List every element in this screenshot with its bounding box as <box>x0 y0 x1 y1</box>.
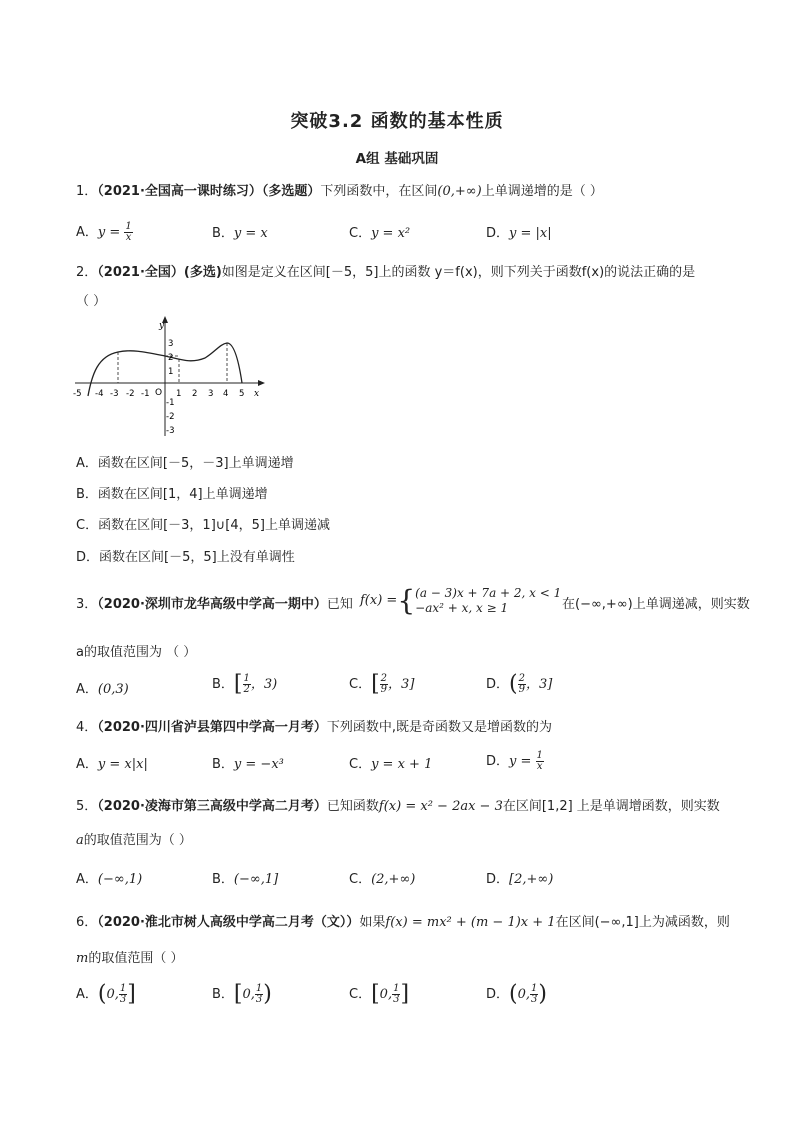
question-number: 1． <box>76 184 98 199</box>
question-number: 3． <box>76 597 98 612</box>
frac-den: 9 <box>518 684 525 695</box>
q6-option-a <box>76 981 136 1007</box>
q4-option-c <box>349 755 432 775</box>
option-expr: ，3] <box>388 677 415 692</box>
tick-x: 1 <box>176 389 182 399</box>
tick-x: 2 <box>192 389 198 399</box>
q2-option-a: A．函数在区间[－5，－3]上单调递增 <box>76 456 294 471</box>
case-1: (a − 3)x + 7a + 2, x < 1 <box>415 586 562 600</box>
option-expr: (2,+∞) <box>371 872 416 887</box>
q2-option-d: D．函数在区间[－5，5]上没有单调性 <box>76 550 295 565</box>
q6-option-d <box>486 981 547 1007</box>
option-label: D． <box>486 987 510 1002</box>
option-label: C． <box>349 677 372 692</box>
variable: m <box>76 951 89 966</box>
option-expr: ，3) <box>250 677 278 692</box>
interval-expr: (0,+∞) <box>437 184 482 199</box>
frac-num: 1 <box>119 983 127 994</box>
bracket: [ <box>371 981 380 1007</box>
q5-option-c <box>349 870 415 890</box>
question-stem: 下列函数中,既是奇函数又是增函数的为 <box>326 720 553 735</box>
option-expr: (−∞,1) <box>97 872 143 887</box>
option-expr: y = −x³ <box>233 757 284 772</box>
q1-option-d <box>486 224 552 244</box>
fraction <box>124 222 132 243</box>
option-expr: (−∞,1] <box>233 872 279 887</box>
frac-den: 3 <box>393 994 400 1005</box>
bracket: ( <box>97 981 107 1007</box>
option-expr: y = <box>509 754 536 769</box>
option-expr: y = |x| <box>509 226 552 241</box>
tick-x: -1 <box>141 389 150 399</box>
bracket: [ <box>233 671 243 697</box>
option-expr: ，3] <box>525 677 553 692</box>
question-3 <box>76 595 353 615</box>
group-heading: A组 基础巩固 <box>355 151 439 167</box>
q6-option-b <box>212 981 272 1007</box>
question-2-paren: （ ） <box>76 294 107 309</box>
variable: a <box>76 833 84 848</box>
question-number: 6． <box>76 915 98 930</box>
question-source: （2020·凌海市第三高级中学高二月考） <box>97 799 327 814</box>
bracket: ] <box>400 981 410 1007</box>
case-2: −ax² + x, x ≥ 1 <box>415 601 509 615</box>
question-stem-end: 在区间[1,2] 上是单调增函数，则实数 <box>502 799 720 814</box>
q5-option-b <box>212 870 278 890</box>
question-4 <box>76 718 552 738</box>
option-label: C． <box>349 987 372 1002</box>
option-expr: y = x <box>233 226 268 241</box>
question-5 <box>76 797 720 817</box>
bracket: ( <box>509 671 518 697</box>
q1-option-b <box>212 224 268 244</box>
q4-option-b <box>212 755 284 775</box>
bracket: [ <box>371 671 380 697</box>
bracket: ( <box>509 981 518 1007</box>
q1-option-a <box>76 222 133 243</box>
page-title: 突破3.2 函数的基本性质 <box>290 111 504 132</box>
tick-x: 3 <box>208 389 214 399</box>
option-label: A． <box>76 682 98 697</box>
tick-x: 4 <box>223 389 229 399</box>
tick-y: 2 <box>168 353 174 363</box>
question-source: （2021·全国）(多选) <box>97 265 222 280</box>
bracket: ) <box>263 981 272 1007</box>
question-6-line2 <box>76 949 183 969</box>
question-stem: 已知 <box>326 597 353 612</box>
option-label: B． <box>212 677 234 692</box>
tick-x: -5 <box>73 389 82 399</box>
option-expr: (0,3) <box>97 682 129 697</box>
q6-option-c <box>349 981 410 1007</box>
option-label: C． <box>349 872 372 887</box>
origin-label: O <box>155 388 163 398</box>
question-source: （2020·淮北市树人高级中学高二月考（文）） <box>97 915 360 930</box>
frac-den: x <box>536 761 543 772</box>
option-label: A． <box>76 225 98 240</box>
option-label: C． <box>349 226 372 241</box>
q5-option-a <box>76 870 142 890</box>
option-expr: y = x + 1 <box>371 757 433 772</box>
question-number: 2． <box>76 265 98 280</box>
cases <box>415 586 561 616</box>
function-graph <box>70 316 270 441</box>
question-3-line2: a的取值范围为 （ ） <box>76 645 197 660</box>
frac-den: x <box>125 232 132 243</box>
piecewise-function <box>360 586 561 616</box>
option-label: D． <box>486 754 510 769</box>
question-source: （2020·四川省泸县第四中学高一月考） <box>97 720 327 735</box>
option-label: B． <box>212 757 234 772</box>
question-number: 4． <box>76 720 98 735</box>
option-label: A． <box>76 987 98 1002</box>
option-label: B． <box>212 872 234 887</box>
bracket: ) <box>538 981 547 1007</box>
question-3-stem-end: 在(−∞,+∞)上单调递减，则实数 <box>562 597 750 612</box>
q4-option-a <box>76 755 148 775</box>
q2-option-c: C．函数在区间[－3，1]∪[4，5]上单调递减 <box>76 518 330 533</box>
option-label: B． <box>212 987 234 1002</box>
frac-num: 1 <box>255 983 263 994</box>
option-expr: 0, <box>517 987 531 1002</box>
y-axis-label: y <box>159 321 165 331</box>
option-label: D． <box>486 677 510 692</box>
frac-num: 1 <box>125 221 132 232</box>
frac-num: 1 <box>536 750 543 761</box>
q5-option-d <box>486 870 553 890</box>
question-2 <box>76 263 695 283</box>
frac-num: 2 <box>518 673 525 684</box>
question-1 <box>76 182 603 202</box>
frac-den: 3 <box>119 994 127 1005</box>
frac-num: 1 <box>243 673 250 684</box>
bracket: [ <box>233 981 243 1007</box>
question-stem: 已知函数 <box>326 799 379 814</box>
question-stem-end: 上单调递增的是（ ） <box>481 184 603 199</box>
q3-option-c <box>349 671 415 697</box>
fraction <box>518 674 526 695</box>
frac-num: 1 <box>531 983 538 994</box>
tick-x: 5 <box>239 389 245 399</box>
function-expr: f(x) = mx² + (m − 1)x + 1 <box>385 915 556 930</box>
question-6 <box>76 913 730 933</box>
option-expr: y = x² <box>371 226 411 241</box>
question-number: 5． <box>76 799 98 814</box>
option-label: B． <box>212 226 234 241</box>
option-label: A． <box>76 872 98 887</box>
option-expr: [2,+∞) <box>509 872 554 887</box>
q1-option-c <box>349 224 410 244</box>
option-label: D． <box>486 872 510 887</box>
frac-den: 2 <box>243 684 250 695</box>
x-axis-label: x <box>254 389 260 399</box>
x-axis-arrow <box>258 380 265 386</box>
question-stem: 下列函数中，在区间 <box>320 184 438 199</box>
tick-y: 1 <box>168 367 174 377</box>
frac-num: 2 <box>380 673 388 684</box>
frac-den: 9 <box>380 684 388 695</box>
bracket: ] <box>127 981 136 1007</box>
question-stem: 如图是定义在区间[－5，5]上的函数 y＝f(x)，则下列关于函数f(x)的说法正确的是 <box>221 265 696 280</box>
fraction <box>243 674 251 695</box>
q2-option-b: B．函数在区间[1，4]上单调递增 <box>76 487 268 502</box>
tick-y: -2 <box>166 412 175 422</box>
tick-x: -3 <box>110 389 119 399</box>
option-expr: 0, <box>106 987 119 1002</box>
tick-y: -1 <box>166 398 175 408</box>
q3-option-a <box>76 680 129 700</box>
option-label: D． <box>486 226 510 241</box>
tick-y: 3 <box>168 339 174 349</box>
frac-den: 3 <box>255 994 263 1005</box>
fraction <box>536 751 544 772</box>
tick-x: -2 <box>126 389 135 399</box>
frac-num: 1 <box>393 983 400 994</box>
tick-y: -3 <box>166 426 175 436</box>
fraction <box>380 674 388 695</box>
brace: { <box>397 584 416 617</box>
tick-x: -4 <box>95 389 104 399</box>
question-stem: 的取值范围为（ ） <box>83 833 192 848</box>
question-stem-end: 在区间(−∞,1]上为减函数，则 <box>555 915 730 930</box>
question-source: （2021·全国高一课时练习）（多选题） <box>97 184 321 199</box>
question-source: （2020·深圳市龙华高级中学高一期中） <box>97 597 327 612</box>
option-expr: y = x|x| <box>97 757 148 772</box>
option-label: A． <box>76 757 98 772</box>
option-label: C． <box>349 757 372 772</box>
option-expr: y = <box>97 225 125 240</box>
question-5-line2 <box>76 831 192 851</box>
function-name: f(x) = <box>360 593 398 608</box>
question-stem: 如果 <box>359 915 386 930</box>
question-stem: 的取值范围（ ） <box>88 951 184 966</box>
option-expr: 0, <box>242 987 255 1002</box>
function-expr: f(x) = x² − 2ax − 3 <box>378 799 503 814</box>
q4-option-d <box>486 751 544 772</box>
q3-option-b <box>212 671 278 697</box>
option-expr: 0, <box>379 987 393 1002</box>
q3-option-d <box>486 671 553 697</box>
frac-den: 3 <box>531 994 538 1005</box>
